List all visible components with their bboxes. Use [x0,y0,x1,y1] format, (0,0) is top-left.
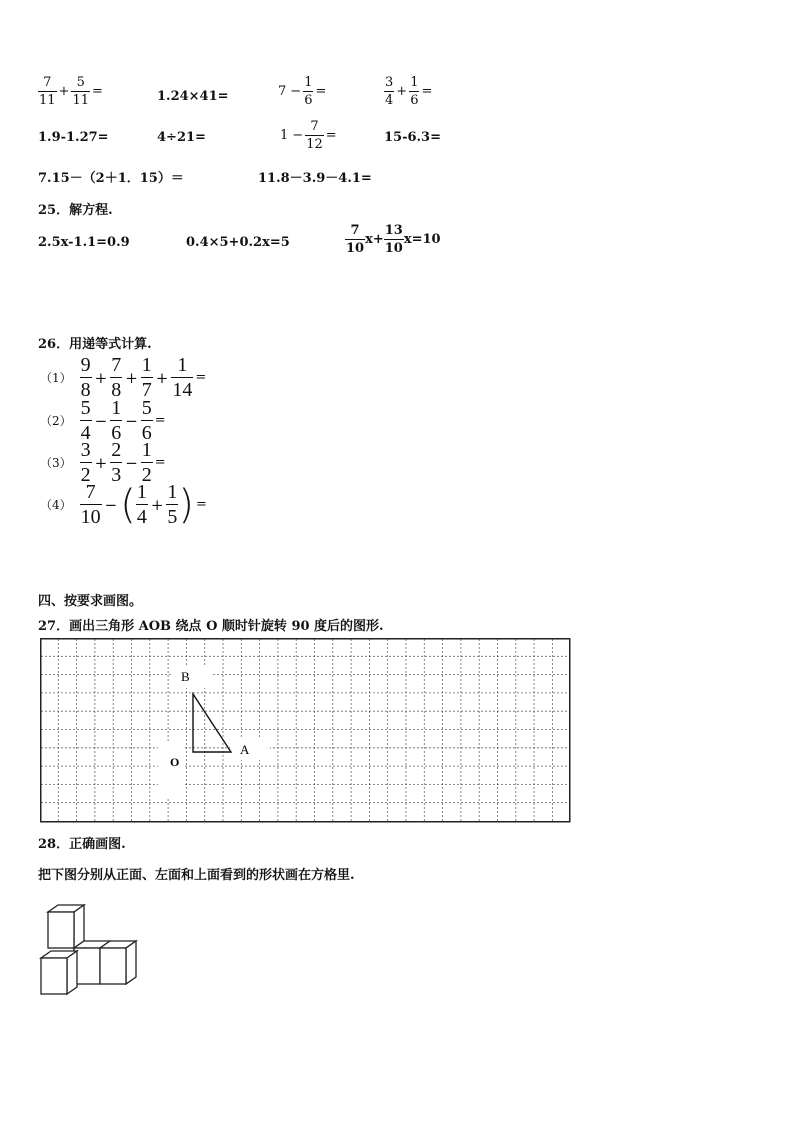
label-patch-a [230,738,270,760]
calc-r3c1: 7.15－（2＋1．15）＝ [38,171,184,186]
calc-r1c4: $\frac{3}{4}$ + $\frac{1}{6}$ = [385,75,433,108]
point-o-label: O [170,755,180,769]
q25-eq1: 2.5x-1.1=0.9 [38,235,130,250]
q26-item-3: （3） $\frac{3}{2}$ + $\frac{2}{3}$ − $\frac{1}{2}$ = [40,439,166,487]
point-b-label: B [181,669,190,684]
fraction: $\frac{7}{11}$ [39,75,56,108]
calc-r2c1: 1.9-1.27= [38,130,109,145]
cube-front-face [74,948,100,984]
label-patch-b [173,666,213,688]
q26-item-1: （1） $\frac{9}{8}$ + $\frac{7}{8}$ + $\frac{1}{7}$ + $\frac{1}{14}$ = [40,354,207,402]
calc-r1c3: 7 − $\frac{1}{6}$ = [278,75,327,108]
q25-eq2: 0.4×5+0.2x=5 [186,235,290,250]
calc-r1c1: $\frac{7}{11}$ + $\frac{5}{11}$ = [39,75,103,108]
q25-eq3: $\frac{7}{10}$ x+ $\frac{13}{10}$ x=10 [346,223,441,256]
rotation-grid [40,638,572,824]
cube-side-face [126,941,136,984]
fraction: $\frac{3}{4}$ [385,75,394,108]
fraction: $\frac{1}{6}$ [304,75,313,108]
calc-r2c2: 4÷21= [157,130,206,145]
label-patch-o [158,742,184,798]
q28-instruction: 把下图分别从正面、左面和上面看到的形状画在方格里. [38,868,355,883]
fraction: $\frac{1}{6}$ [410,75,419,108]
triangle-aob [193,694,231,752]
calc-r2c3: 1 − $\frac{7}{12}$ = [280,119,337,152]
q27-title: 27．画出三角形 AOB 绕点 O 顺时针旋转 90 度后的图形. [38,619,384,634]
cube-side-face [67,951,77,994]
cube-figure [38,902,138,998]
calc-r3c2: 11.8－3.9－4.1= [258,171,372,186]
fraction: $\frac{7}{12}$ [306,119,323,152]
point-a-label: A [240,742,250,757]
section4-title: 四、按要求画图。 [38,594,143,609]
calc-r2c4: 15-6.3= [384,130,441,145]
q26-title: 26．用递等式计算. [38,337,152,352]
fraction: $\frac{7}{10}$ [346,223,365,256]
q26-item-2: （2） $\frac{5}{4}$ − $\frac{1}{6}$ − $\frac{5}{6}$ = [40,397,166,445]
q26-item-4: （4） $\frac{7}{10}$ − ( $\frac{1}{4}$ + $\frac{1}{5}$ ) = [40,481,207,529]
cube-front-face [48,912,74,948]
grid-border [41,639,570,822]
fraction: $\frac{13}{10}$ [384,223,403,256]
q28-title: 28．正确画图. [38,837,126,852]
q25-title: 25．解方程. [38,203,113,218]
calc-r1c2: 1.24×41= [157,89,229,104]
fraction: $\frac{5}{11}$ [72,75,89,108]
cube-front-face [41,958,67,994]
cube-front-face [100,948,126,984]
